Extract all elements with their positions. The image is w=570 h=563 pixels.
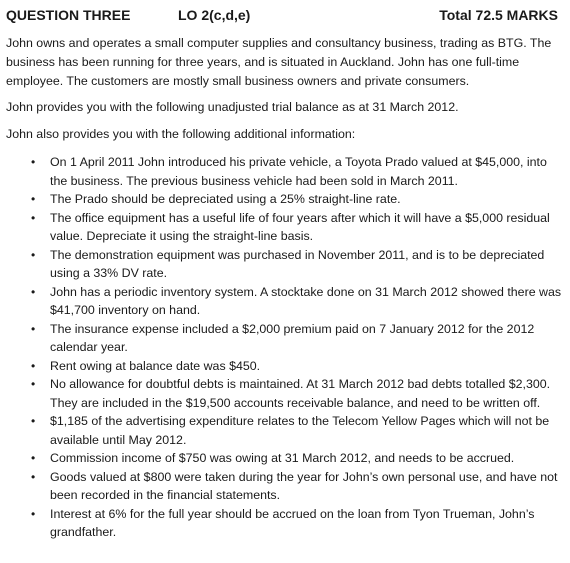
list-item-text: Commission income of $750 was owing at 31 March 2012, and needs to be accrued. bbox=[50, 451, 515, 465]
trial-balance-paragraph: John provides you with the following unadjusted trial balance as at 31 March 2012. bbox=[6, 100, 459, 114]
bullet-icon: • bbox=[31, 247, 36, 262]
bullet-icon: • bbox=[31, 321, 36, 336]
bullet-icon: • bbox=[31, 451, 36, 465]
list-item bbox=[6, 357, 564, 376]
learning-outcome: LO 2(c,d,e) bbox=[178, 7, 251, 23]
additional-info-list bbox=[6, 153, 564, 542]
list-item bbox=[6, 190, 564, 209]
list-item-text: Goods valued at $800 were taken during the year for John’s own personal use, and have not been recorded in the financial statements. bbox=[50, 469, 558, 502]
list-item bbox=[6, 209, 564, 246]
bullet-icon: • bbox=[31, 469, 36, 484]
list-item bbox=[6, 375, 564, 412]
list-item bbox=[6, 449, 564, 468]
list-item-text: Rent owing at balance date was $450. bbox=[50, 358, 261, 373]
list-item-text: John has a periodic inventory system. A stocktake done on 31 March 2012 showed there was $41,700 inventory on hand. bbox=[50, 284, 562, 317]
list-item bbox=[6, 505, 564, 542]
bullet-icon: • bbox=[31, 210, 36, 225]
list-item-text: Interest at 6% for the full year should be accrued on the loan from Tyon Trueman, John’s grandfather. bbox=[50, 506, 535, 539]
list-item bbox=[6, 320, 564, 357]
list-item-text: The demonstration equipment was purchased in November 2011, and is to be depreciated using a 33% DV rate. bbox=[50, 247, 545, 280]
bullet-icon: • bbox=[31, 506, 36, 521]
bullet-icon: • bbox=[31, 414, 36, 428]
bullet-icon: • bbox=[31, 358, 36, 373]
additional-info-paragraph: John also provides you with the following additional information: bbox=[6, 127, 356, 141]
list-item bbox=[6, 468, 564, 505]
question-number: QUESTION THREE bbox=[6, 7, 131, 23]
question-header bbox=[6, 4, 564, 26]
list-item-text: On 1 April 2011 John introduced his private vehicle, a Toyota Prado valued at $45,000, into the business. The previous business vehicle had been sold in March 2011. bbox=[50, 155, 547, 188]
bullet-icon: • bbox=[31, 192, 36, 206]
total-marks: Total 72.5 MARKS bbox=[439, 7, 558, 23]
list-item bbox=[6, 283, 564, 320]
bullet-icon: • bbox=[31, 377, 36, 391]
list-item-text: The Prado should be depreciated using a 25% straight-line rate. bbox=[50, 192, 401, 206]
bullet-icon: • bbox=[31, 284, 36, 299]
list-item-text: The insurance expense included a $2,000 premium paid on 7 January 2012 for the 2012 calendar year. bbox=[50, 321, 535, 354]
list-item bbox=[6, 246, 564, 283]
list-item bbox=[6, 153, 564, 190]
intro-paragraph: John owns and operates a small computer supplies and consultancy business, trading as BTG. The business has been running for three years, and is situated in Auckland. John has one full-time employee. The customers are mostly small business owners and private consumers. bbox=[6, 36, 552, 88]
list-item bbox=[6, 412, 564, 449]
list-item-text: No allowance for doubtful debts is maintained. At 31 March 2012 bad debts totalled $2,300. They are included in the $19,500 accounts receivable balance, and need to be written off. bbox=[50, 377, 551, 410]
list-item-text: The office equipment has a useful life of four years after which it will have a $5,000 residual value. Depreciate it using the straight-line basis. bbox=[50, 210, 550, 243]
bullet-icon: • bbox=[31, 155, 36, 169]
list-item-text: $1,185 of the advertising expenditure relates to the Telecom Yellow Pages which will not be available until May 2012. bbox=[50, 414, 550, 447]
